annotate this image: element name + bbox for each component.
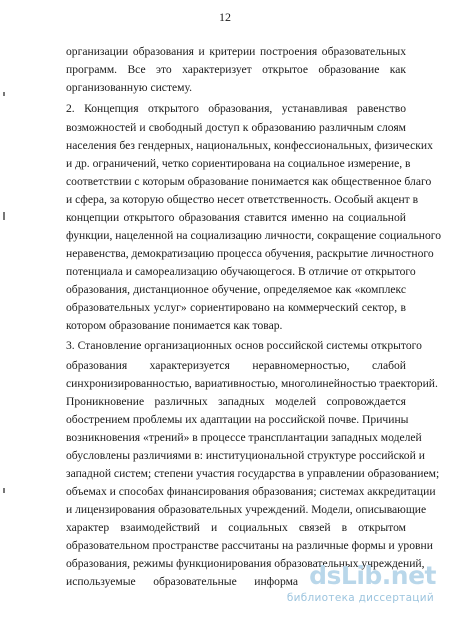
text-line: западной систем; степени участия государства в управлении образованием;	[66, 467, 440, 480]
text-line: организованную систему.	[66, 81, 193, 94]
text-line: концепции открытого образования ставится именно на социальной	[66, 211, 406, 224]
text-line: организации образования и критерии построения образовательных	[66, 45, 406, 58]
text-line: программ. Все это характеризует открытое образование как	[66, 63, 406, 76]
text-line: потенциала и самореализацию обучающегося. В отличие от открытого	[66, 265, 416, 278]
text-line: населения без гендерных, национальных, конфессиональных, физических	[66, 139, 433, 152]
text-line: синхронизированностью, вариативностью, многолинейностью траекторий.	[66, 377, 438, 390]
text-line: характер взаимодействий и социальных связей в открытом	[66, 521, 406, 534]
text-line: обусловлены различиями в: институциональной структуре российской и	[66, 449, 425, 462]
text-line: котором образование понимается как товар.	[66, 319, 283, 332]
text-line: и сфера, за которую общество несет ответственность. Особый акцент в	[66, 193, 419, 206]
margin-mark	[3, 488, 5, 493]
text-line: неравенства, демократизацию процесса обучения, раскрытие личностного	[66, 247, 434, 260]
text-line: образования, режимы функционирования образовательных учреждений,	[66, 557, 425, 570]
text-line: функции, нацеленной на социализацию личности, сокращение социального	[66, 229, 442, 242]
text-line: соответствии с которым образование понимается как общественное благо	[66, 175, 432, 188]
text-line: и др. ограничений, четко сориентирована на социальное измерение, в	[66, 157, 411, 170]
margin-mark	[3, 212, 5, 220]
text-line: возникновения «трений» в процессе трансплантации западных моделей	[66, 431, 422, 444]
text-line: 2. Концепция открытого образования, устанавливая равенство	[66, 102, 406, 115]
text-line: образовательных услуг» сориентировано на коммерческий сектор, в	[66, 301, 406, 314]
text-line: и лицензирования образовательных учреждений. Модели, описывающие	[66, 503, 427, 516]
text-line: Проникновение различных западных моделей сопровождается	[66, 395, 406, 408]
text-line: образования характеризуется неравномерностью, слабой	[66, 359, 406, 372]
text-line: образовательном пространстве рассчитаны на различные формы и уровни	[66, 539, 433, 552]
text-line: возможностей и свободный доступ к образованию различным слоям	[66, 121, 406, 134]
text-line: используемые образовательные информа	[66, 575, 298, 588]
text-line: обострением проблемы их адаптации на российской почве. Причины	[66, 413, 409, 426]
watermark	[260, 561, 440, 611]
watermark-logo: dsLib.net	[309, 561, 436, 590]
margin-mark	[3, 92, 5, 96]
text-line: образования, дистанционное обучение, определяемое как «комплекс	[66, 283, 406, 296]
watermark-subtitle: библиотека диссертаций	[286, 592, 434, 604]
text-line: 3. Становление организационных основ российской системы открытого	[66, 339, 422, 352]
page-number: 12	[219, 10, 231, 24]
text-line: объемах и способах финансирования образования; системах аккредитации	[66, 485, 436, 498]
